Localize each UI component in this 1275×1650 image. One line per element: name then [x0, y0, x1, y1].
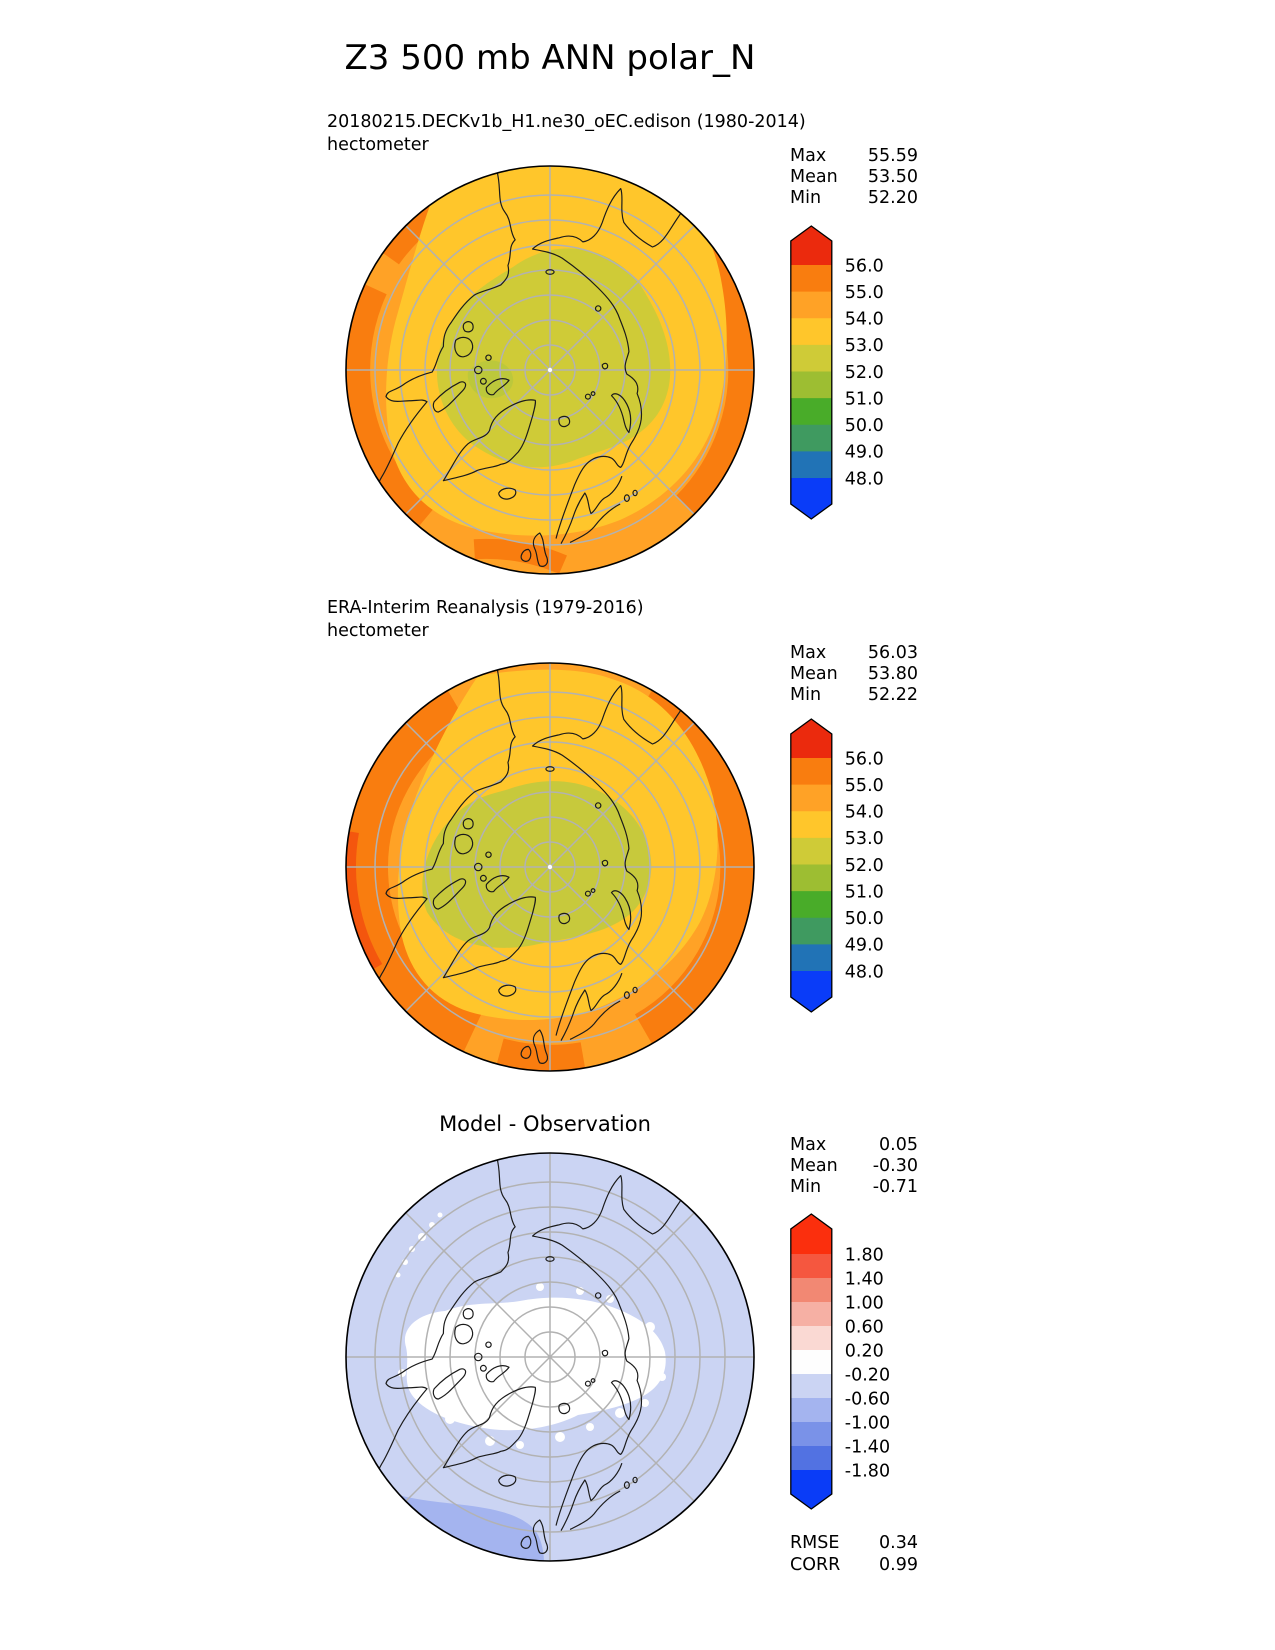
- colorbar-tick-label: -1.80: [844, 1461, 891, 1482]
- model-map: [345, 165, 755, 575]
- metric-label: CORR: [790, 1555, 841, 1575]
- colorbar-tick-label: 49.0: [844, 935, 884, 956]
- stat-row: [790, 1135, 918, 1156]
- colorbar-tick-label: 50.0: [844, 416, 884, 437]
- colorbar-tick-label: 54.0: [844, 309, 884, 330]
- stat-value: 52.20: [867, 188, 918, 208]
- colorbar-tick-label: 1.00: [844, 1293, 884, 1314]
- colorbar-tick-label: 56.0: [844, 749, 884, 770]
- stat-label: Min: [790, 685, 822, 705]
- stat-row: [790, 1156, 918, 1177]
- panel2-units: hectometer: [327, 621, 429, 641]
- colorbar-tick-label: 1.40: [844, 1269, 884, 1290]
- stat-value: -0.30: [872, 1156, 918, 1176]
- colorbar-tick-label: 48.0: [844, 469, 884, 490]
- stat-row: [790, 643, 918, 664]
- colorbar-tick-label: 54.0: [844, 802, 884, 823]
- stat-value: 52.22: [867, 685, 918, 705]
- stat-label: Max: [790, 146, 827, 166]
- stat-row: [790, 188, 918, 209]
- colorbar-tick-label: 0.20: [844, 1341, 884, 1362]
- colorbar-tick-label: 51.0: [844, 882, 884, 903]
- colorbar-tick-label: -0.20: [844, 1365, 891, 1386]
- difference-map: [345, 1152, 755, 1562]
- stat-value: 55.59: [867, 146, 918, 166]
- colorbar-tick-label: 53.0: [844, 829, 884, 850]
- stat-value: 53.50: [867, 167, 918, 187]
- metric-row: [790, 1533, 918, 1554]
- colorbar-tick-label: 49.0: [844, 442, 884, 463]
- stat-value: -0.71: [872, 1177, 918, 1197]
- reference-colorbar: [790, 718, 930, 1013]
- colorbar-tick-label: 55.0: [844, 282, 884, 303]
- stat-label: Min: [790, 188, 822, 208]
- colorbar-tick-label: -0.60: [844, 1389, 891, 1410]
- stat-row: [790, 146, 918, 167]
- panel1-subtitle: 20180215.DECKv1b_H1.ne30_oEC.edison (1980-2014): [327, 112, 806, 132]
- stat-label: Mean: [790, 664, 838, 684]
- metric-label: RMSE: [790, 1533, 840, 1553]
- colorbar-tick-label: 55.0: [844, 775, 884, 796]
- difference-colorbar: [790, 1213, 930, 1510]
- stat-row: [790, 664, 918, 685]
- page-title: Z3 500 mb ANN polar_N: [344, 38, 756, 78]
- colorbar-tick-label: 53.0: [844, 336, 884, 357]
- colorbar-tick-label: 0.60: [844, 1317, 884, 1338]
- colorbar-tick-label: 48.0: [844, 962, 884, 983]
- stat-value: 0.05: [879, 1135, 918, 1155]
- stat-label: Min: [790, 1177, 822, 1197]
- stat-label: Mean: [790, 1156, 838, 1176]
- model-colorbar: [790, 225, 930, 520]
- stat-label: Mean: [790, 167, 838, 187]
- stat-row: [790, 167, 918, 188]
- stat-row: [790, 1177, 918, 1198]
- panel1-units: hectometer: [327, 135, 429, 155]
- panel3-title: Model - Observation: [439, 1112, 651, 1136]
- metric-value: 0.99: [879, 1555, 918, 1575]
- colorbar-tick-label: -1.40: [844, 1437, 891, 1458]
- colorbar-tick-label: 1.80: [844, 1245, 884, 1266]
- colorbar-tick-label: 51.0: [844, 389, 884, 410]
- colorbar-tick-label: -1.00: [844, 1413, 891, 1434]
- stat-value: 56.03: [867, 643, 918, 663]
- metric-value: 0.34: [879, 1533, 918, 1553]
- colorbar-tick-label: 52.0: [844, 855, 884, 876]
- stat-label: Max: [790, 1135, 827, 1155]
- colorbar-tick-label: 52.0: [844, 362, 884, 383]
- reference-map: [345, 662, 755, 1072]
- metric-row: [790, 1555, 918, 1576]
- stat-row: [790, 685, 918, 706]
- colorbar-tick-label: 56.0: [844, 256, 884, 277]
- stat-value: 53.80: [867, 664, 918, 684]
- panel2-subtitle: ERA-Interim Reanalysis (1979-2016): [327, 598, 644, 618]
- stat-label: Max: [790, 643, 827, 663]
- colorbar-tick-label: 50.0: [844, 909, 884, 930]
